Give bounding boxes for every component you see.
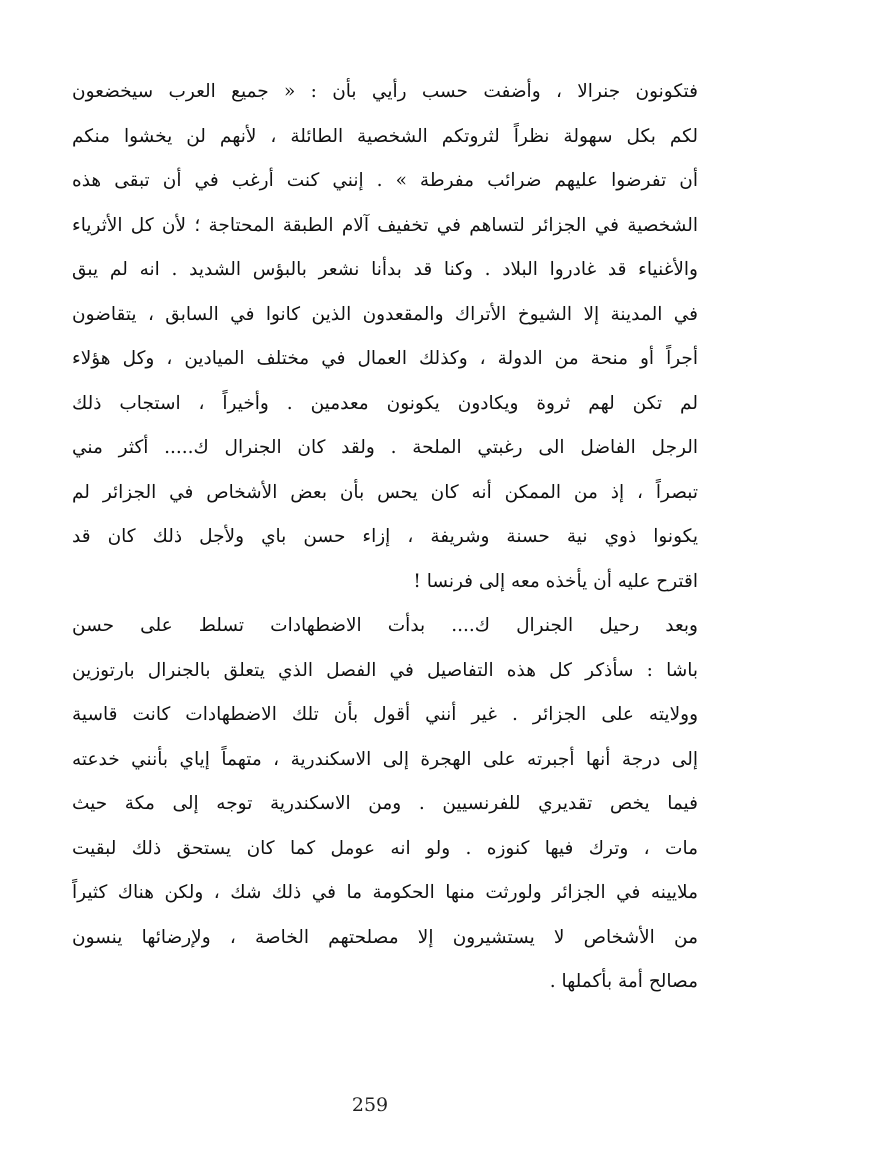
text-line: في المدينة إلا الشيوخ الأتراك والمقعدون الذين كانوا في السابق ، يتقاضون: [72, 303, 698, 325]
text-line: الشخصية في الجزائر لتساهم في تخفيف آلام الطبقة المحتاجة ؛ لأن كل الأثرياء: [72, 214, 698, 236]
text-line: أن تفرضوا عليهم ضرائب مفرطة » . إنني كنت أرغب في أن تبقى هذه: [72, 170, 698, 191]
text-line: فيما يخص تقديري للفرنسيين . ومن الاسكندرية توجه إلى مكة حيث: [72, 793, 698, 814]
text-line: أجراً أو منحة من الدولة ، وكذلك العمال في مختلف الميادين ، وكل هؤلاء: [72, 348, 698, 369]
text-line: مات ، وترك فيها كنوزه . ولو انه عومل كما كان يستحق ذلك لبقيت: [72, 837, 698, 859]
paragraph-1: [72, 70, 698, 604]
text-line: وولايته على الجزائر . غير أنني أقول بأن تلك الاضطهادات كانت قاسية: [72, 704, 698, 725]
text-line: ملايينه في الجزائر ولورثت منها الحكومة ما في ذلك شك ، ولكن هناك كثيراً: [72, 882, 698, 903]
paragraph-2: [72, 604, 698, 1005]
text-line: لكم بكل سهولة نظراً لثروتكم الشخصية الطائلة ، لأنهم لن يخشوا منكم: [72, 125, 698, 147]
page-number: 259: [351, 1094, 389, 1116]
text-line: باشا : سأذكر كل هذه التفاصيل في الفصل الذي يتعلق بالجنرال بارتوزين: [72, 659, 698, 681]
text-line: مصالح أمة بأكملها .: [549, 971, 698, 992]
text-line: اقترح عليه أن يأخذه معه إلى فرنسا !: [413, 570, 698, 592]
text-line: من الأشخاص لا يستشيرون إلا مصلحتهم الخاصة ، ولإرضائها ينسون: [72, 926, 698, 948]
text-line: إلى درجة أنها أجبرته على الهجرة إلى الاسكندرية ، متهماً إياي بأنني خدعته: [72, 748, 698, 770]
text-line: فتكونون جنرالا ، وأضفت حسب رأيي بأن : « جميع العرب سيخضعون: [72, 81, 698, 102]
text-line: لم تكن لهم ثروة ويكادون يكونون معدمين . وأخيراً ، استجاب ذلك: [72, 392, 698, 414]
text-line: وبعد رحيل الجنرال ك.... بدأت الاضطهادات تسلط على حسن: [72, 615, 698, 636]
text-line: تبصراً ، إذ من الممكن أنه كان يحس بأن بعض الأشخاص في الجزائر لم: [72, 481, 698, 503]
text-line: يكونوا ذوي نية حسنة وشريفة ، إزاء حسن باي ولأجل ذلك كان قد: [72, 526, 698, 547]
text-line: والأغنياء قد غادروا البلاد . وكنا قد بدأنا نشعر بالبؤس الشديد . انه لم يبق: [72, 259, 698, 280]
text-line: الرجل الفاضل الى رغبتي الملحة . ولقد كان الجنرال ك..... أكثر مني: [72, 437, 698, 458]
